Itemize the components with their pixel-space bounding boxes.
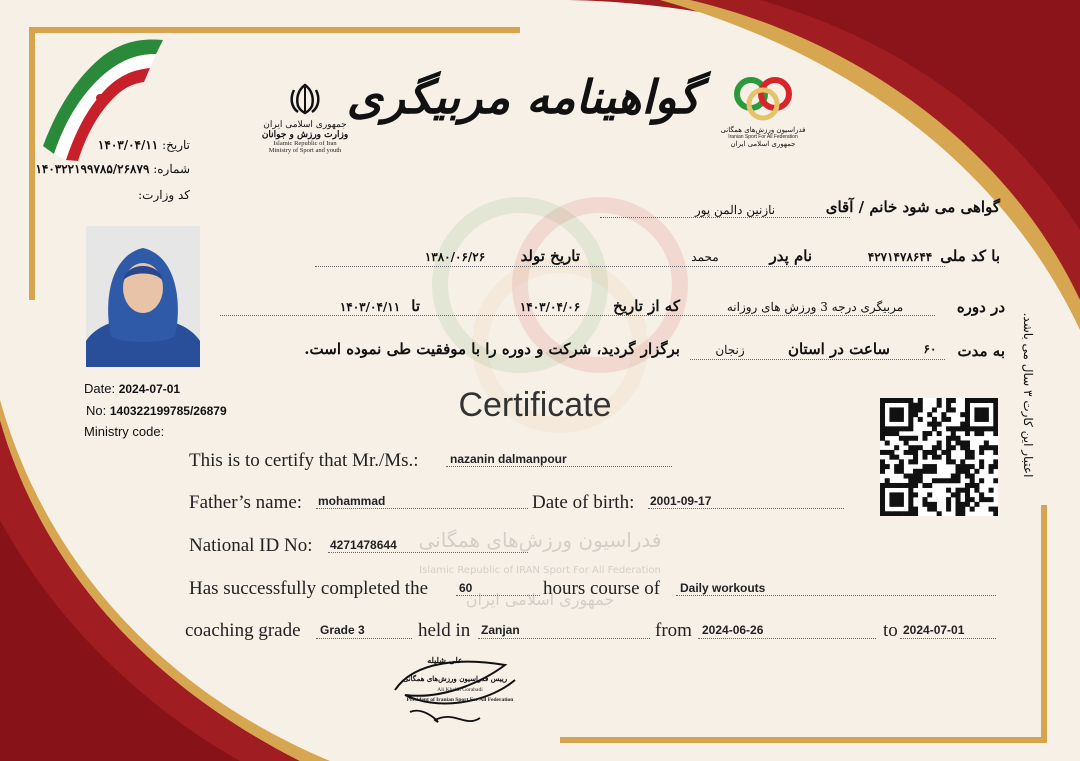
fa-name-value: نازنین دالمن پور [694, 203, 776, 217]
fa-number-value: ۱۴۰۳۲۲۱۹۹۷۸۵/۲۶۸۷۹ [35, 162, 150, 176]
en-grade-value: Grade 3 [320, 623, 365, 637]
en-date-label: Date: [84, 381, 116, 396]
en-number-value: 140322199785/26879 [109, 404, 227, 418]
en-hours-label: hours course of [543, 578, 661, 599]
signature-block [385, 650, 535, 730]
fa-hours-label: ساعت در استان [787, 340, 890, 358]
en-father-label: Father’s name: [189, 492, 303, 513]
signature-name-en: Ali Khalili Gorabadi [437, 687, 483, 693]
watermark-line1: فدراسیون ورزش‌های همگانی [418, 528, 662, 552]
fa-from-label: که از تاریخ [613, 297, 680, 315]
federation-line2: Iranian Sport For All Federation [728, 134, 798, 140]
en-national-id-value: 4271478644 [330, 538, 397, 552]
en-birth-value: 2001-09-17 [650, 494, 712, 508]
en-date-value: 2024-07-01 [118, 382, 181, 396]
fa-father-label: نام پدر [769, 247, 812, 265]
en-held-value: Zanjan [481, 623, 520, 637]
validity-note: اعتبار این کارت ۳ سال می باشد. [1021, 312, 1035, 478]
ministry-block [255, 82, 355, 154]
fa-date-label: تاریخ: [162, 138, 190, 152]
fa-certify-label: گواهی می شود خانم / آقای [825, 198, 1000, 216]
federation-line1: فدراسیون ورزش‌های همگانی [720, 126, 806, 134]
federation-logo-icon [732, 72, 794, 122]
signature-name: علی شلیله [427, 655, 463, 665]
fa-closing-text: برگزار گردید، شرکت و دوره را با موفقیت طی نموده است. [304, 340, 680, 358]
en-held-label: held in [418, 620, 471, 641]
en-father-value: mohammad [318, 494, 386, 508]
ministry-line1: جمهوری اسلامی ایران [263, 120, 347, 130]
fa-date-value: ۱۴۰۳/۰۴/۱۱ [97, 138, 159, 152]
fa-from-value: ۱۴۰۳/۰۴/۰۶ [519, 300, 581, 314]
signature-title-fa: رییس فدراسیون ورزش‌های همگانی [402, 674, 508, 683]
fa-to-value: ۱۴۰۳/۰۴/۱۱ [339, 300, 401, 314]
fa-birth-label: تاریخ تولد [520, 247, 580, 265]
watermark-line2: Islamic Republic of IRAN Sport For All Federation [419, 565, 661, 576]
en-number-label: No: [86, 403, 107, 418]
qr-code-icon [880, 398, 998, 516]
ministry-line3: Islamic Republic of Iran [273, 140, 337, 147]
en-name-value: nazanin dalmanpour [450, 452, 567, 466]
fa-course-label: در دوره [956, 298, 1005, 316]
fa-province-value: زنجان [715, 343, 745, 357]
ministry-line4: Ministry of Sport and youth [268, 147, 342, 154]
watermark-line3: جمهوری اسلامی ایران [465, 590, 615, 609]
signature-title-en: President of Iranian Sport For All Federation [406, 697, 514, 703]
en-certify-label: This is to certify that Mr./Ms.: [189, 450, 419, 471]
en-grade-label: coaching grade [185, 620, 301, 641]
fa-duration-label: به مدت [957, 342, 1005, 360]
fa-national-id-label: با کد ملی [940, 247, 1000, 265]
fa-national-id-value: ۴۲۷۱۴۷۸۶۴۴ [867, 250, 933, 264]
en-completed-label: Has successfully completed the [189, 578, 429, 599]
fa-course-value: مربیگری درجه 3 ورزش های روزانه [726, 300, 904, 314]
en-from-label: from [655, 620, 692, 641]
profile-photo [86, 226, 200, 367]
en-to-label: to [883, 620, 898, 641]
en-to-value: 2024-07-01 [903, 623, 965, 637]
fa-duration-value: ۶۰ [923, 342, 937, 356]
en-course-value: Daily workouts [680, 581, 766, 595]
en-birth-label: Date of birth: [532, 492, 635, 513]
ministry-line2: وزارت ورزش و جوانان [261, 130, 349, 140]
fa-ministry-code-label: کد وزارت: [138, 188, 190, 202]
iran-emblem-icon [288, 82, 322, 116]
fa-to-label: تا [411, 297, 420, 315]
en-from-value: 2024-06-26 [702, 623, 764, 637]
federation-block [718, 72, 808, 148]
title-fa: گواهینامه مربیگری [346, 70, 700, 124]
title-en: Certificate [458, 386, 612, 424]
fa-father-value: محمد [691, 250, 719, 264]
federation-line3: جمهوری اسلامی ایران [730, 140, 796, 148]
en-ministry-code-label: Ministry code: [84, 424, 165, 439]
en-hours-value: 60 [459, 581, 473, 595]
fa-birth-value: ۱۳۸۰/۰۶/۲۶ [424, 250, 486, 264]
en-national-id-label: National ID No: [189, 535, 313, 556]
fa-number-label: شماره: [153, 162, 190, 176]
